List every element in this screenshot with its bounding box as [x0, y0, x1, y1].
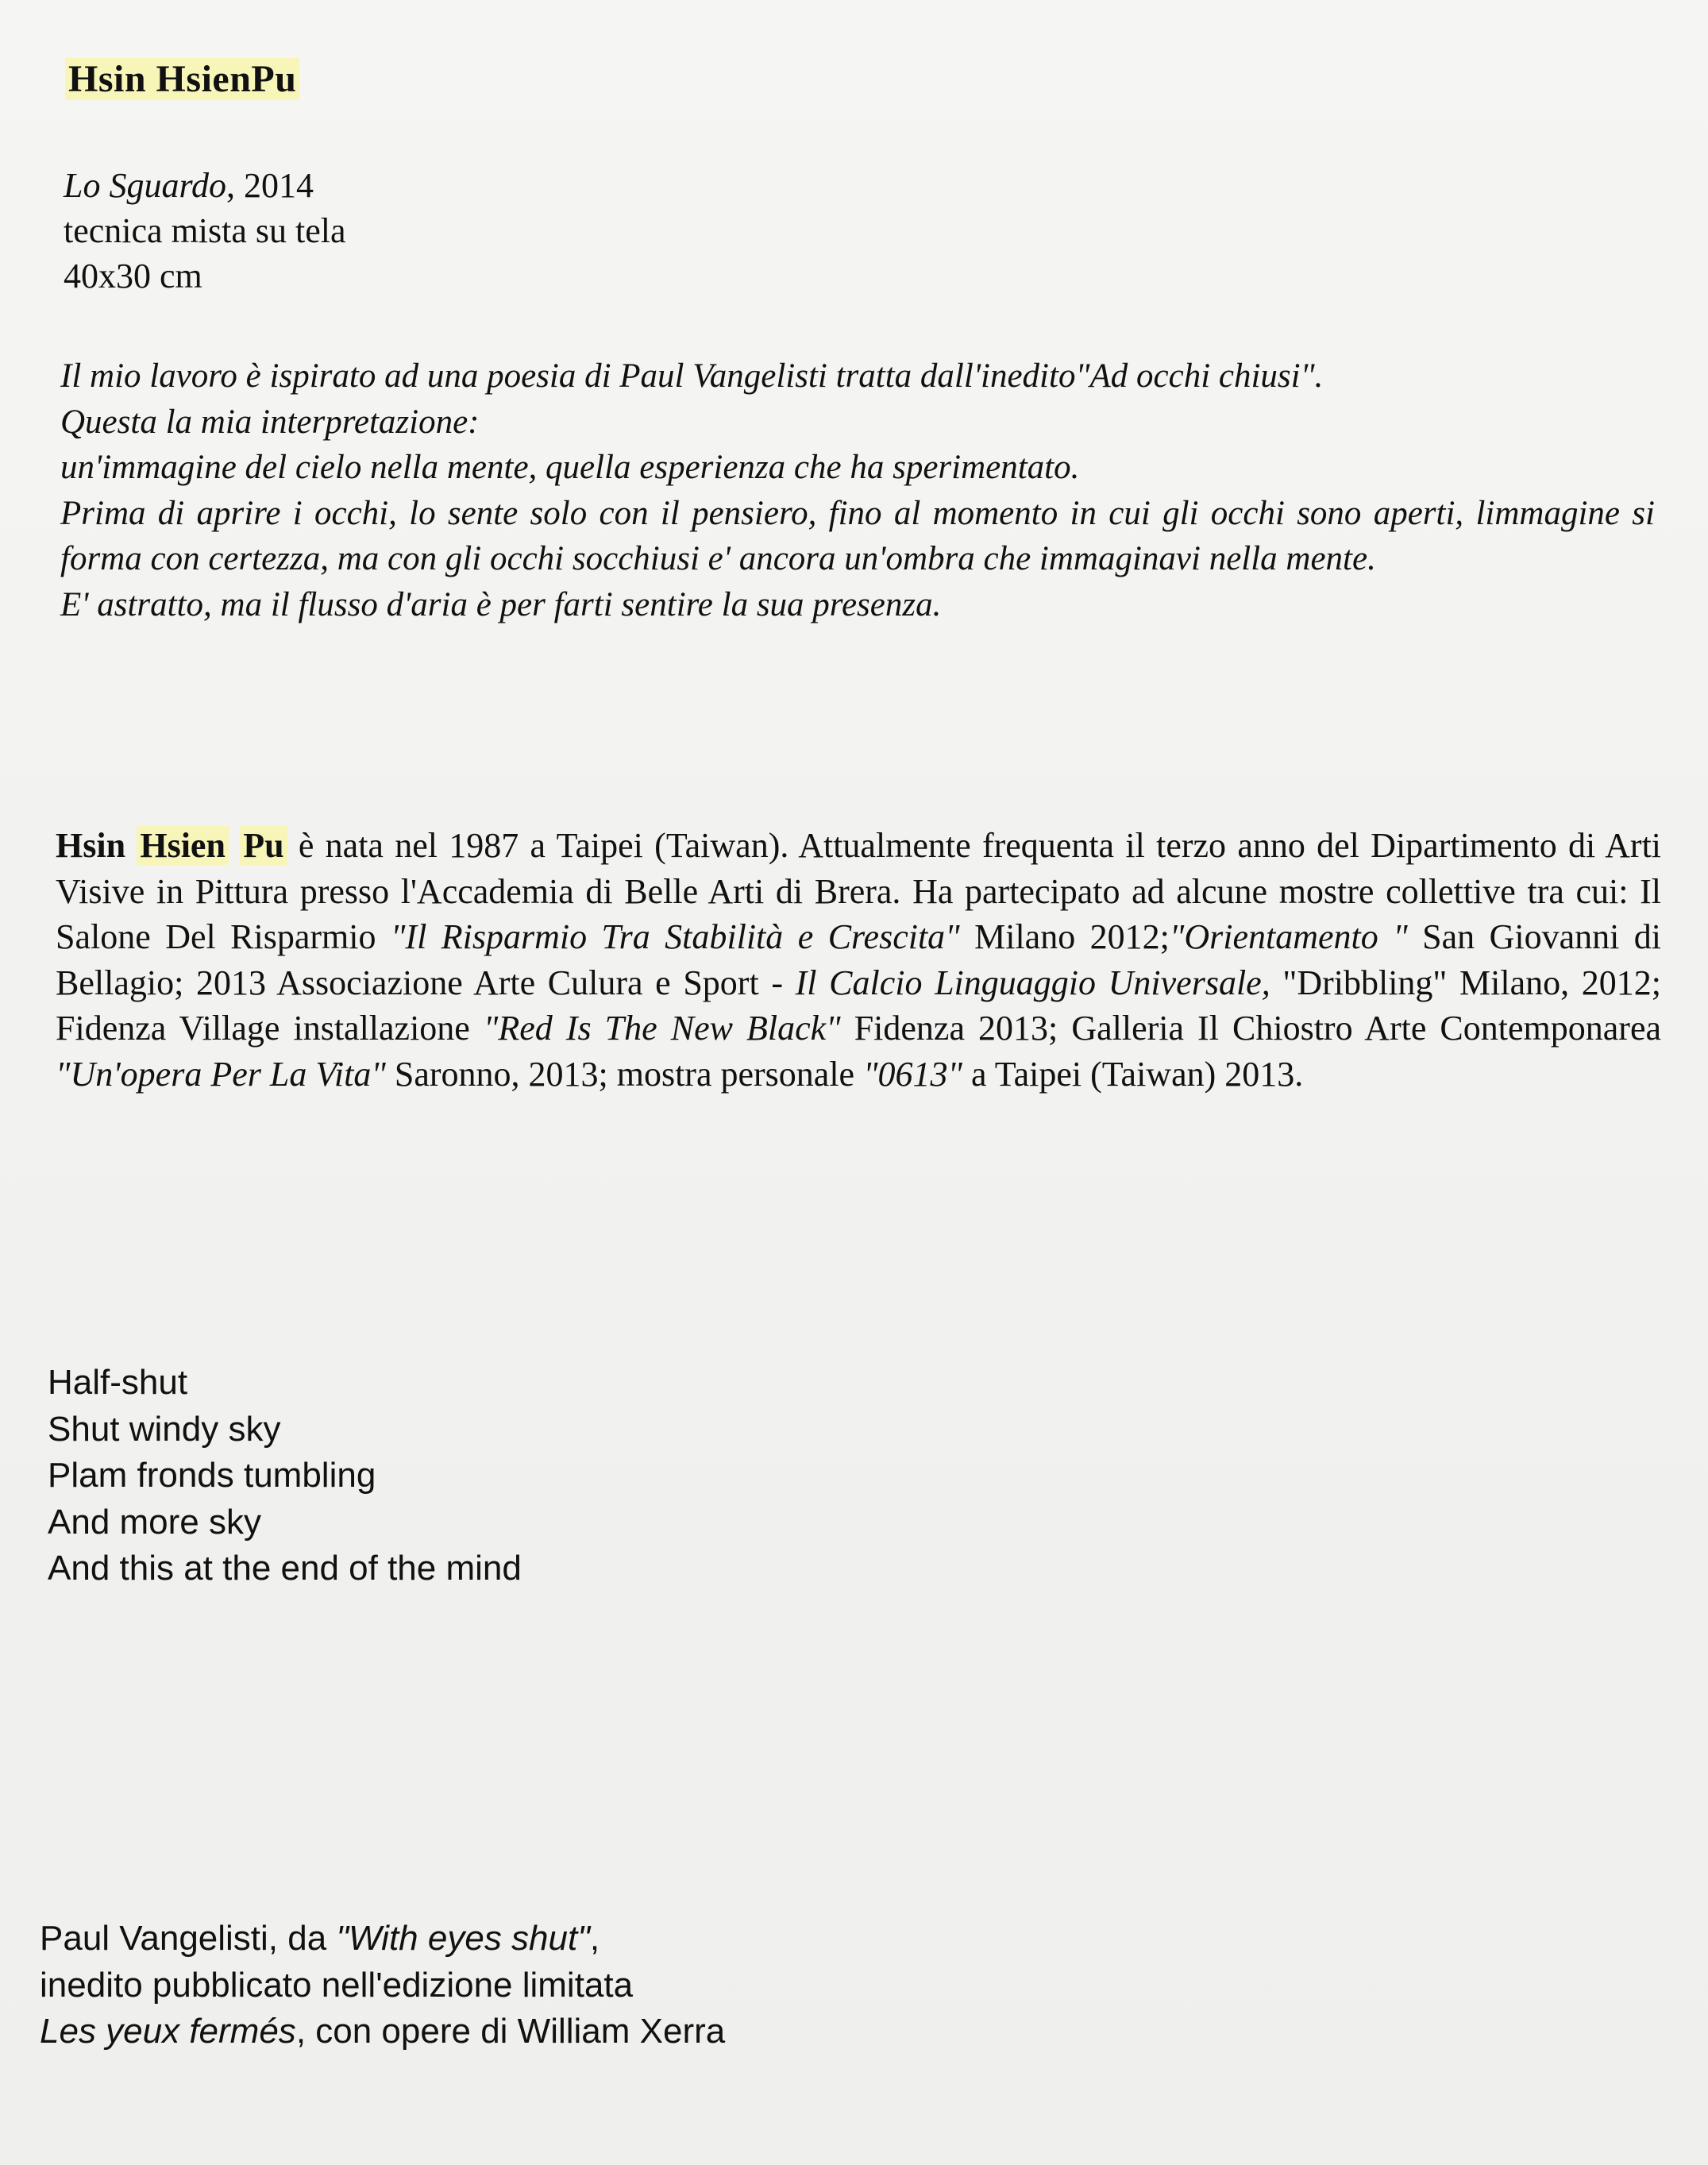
poem-credit — [40, 1916, 725, 2055]
bio-text: è nata nel 1987 a Taipei (Taiwan). Attualmente frequenta il terzo anno del Dipartimento di Arti Visive in Pittura presso l'Accademia di Belle Arti di Brera. Ha partecipato ad alcune mostre collettive tra cui: Il Salone Del Risparmio — [56, 826, 1662, 956]
artist-name-heading — [65, 57, 299, 101]
statement-line: un'immagine del cielo nella mente, quella esperienza che ha sperimentato. — [60, 449, 1080, 486]
artwork-title-line — [64, 163, 346, 208]
artist-biography — [56, 823, 1661, 1097]
bio-text: San Giovanni di Bellagio; 2013 Associazione Arte Culura e Sport - — [56, 917, 1662, 1002]
artwork-size: 40x30 cm — [64, 257, 202, 295]
bio-exhibition-title: "Un'opera Per La Vita" — [56, 1054, 386, 1094]
bio-text: Saronno, 2013; mostra personale — [385, 1054, 864, 1094]
statement-line: Questa la mia interpretazione: — [60, 403, 480, 441]
poem — [48, 1360, 522, 1592]
credit-author: Paul Vangelisti, da — [40, 1919, 337, 1958]
poem-line: Shut windy sky — [48, 1409, 281, 1449]
statement-line: Prima di aprire i occhi, lo sente solo con il pensiero, fino al momento in cui gli occhi sono aperti, limmagine si forma con certezza, ma con gli occhi socchiusi e' ancora un'ombra che immaginavi nella mente. — [60, 494, 1655, 577]
bio-name-mid: Hsien — [137, 826, 229, 865]
bio-text: a Taipei (Taiwan) 2013. — [962, 1054, 1304, 1094]
poem-line: Half-shut — [48, 1363, 188, 1402]
statement-line: E' astratto, ma il flusso d'aria è per farti sentire la sua presenza. — [60, 585, 942, 623]
bio-exhibition-title: "Red Is The New Black" — [483, 1009, 841, 1048]
credit-comma: , — [589, 1919, 600, 1958]
credit-line-2: inedito pubblicato nell'edizione limitata — [40, 1965, 634, 2005]
artist-name-highlight: Hsin HsienPu — [65, 58, 299, 100]
bio-name-first: Hsin — [56, 826, 126, 865]
bio-exhibition-title: "0613" — [863, 1054, 963, 1094]
poem-line: Plam fronds tumbling — [48, 1456, 376, 1495]
bio-text: Milano 2012; — [959, 917, 1170, 956]
artwork-info — [64, 163, 346, 299]
credit-line-3 — [40, 2009, 725, 2055]
bio-exhibition-title: Il Calcio Linguaggio Universale, — [795, 963, 1270, 1002]
artwork-technique: tecnica mista su tela — [64, 211, 346, 250]
credit-poem-title: "With eyes shut" — [336, 1919, 590, 1958]
bio-exhibition-title: "Orientamento " — [1169, 917, 1408, 956]
statement-line: Il mio lavoro è ispirato ad una poesia di Paul Vangelisti tratta dall'inedito"Ad occhi chiusi". — [60, 357, 1324, 395]
artist-statement — [60, 353, 1655, 627]
artwork-year: , 2014 — [226, 166, 314, 205]
credit-edition-title: Les yeux fermés — [40, 2012, 296, 2051]
credit-edition-detail: , con opere di William Xerra — [295, 2012, 726, 2051]
credit-line-1 — [40, 1916, 725, 1962]
bio-text: "Dribbling" Milano, 2012; Fidenza Village installazione — [56, 963, 1661, 1048]
poem-line: And more sky — [48, 1502, 261, 1542]
artwork-title: Lo Sguardo — [64, 166, 226, 205]
bio-text: Fidenza 2013; Galleria Il Chiostro Arte Contemponarea — [840, 1009, 1661, 1048]
bio-name-last: Pu — [240, 826, 287, 865]
bio-exhibition-title: "Il Risparmio Tra Stabilità e Crescita" — [390, 917, 960, 956]
poem-line: And this at the end of the mind — [48, 1549, 522, 1588]
